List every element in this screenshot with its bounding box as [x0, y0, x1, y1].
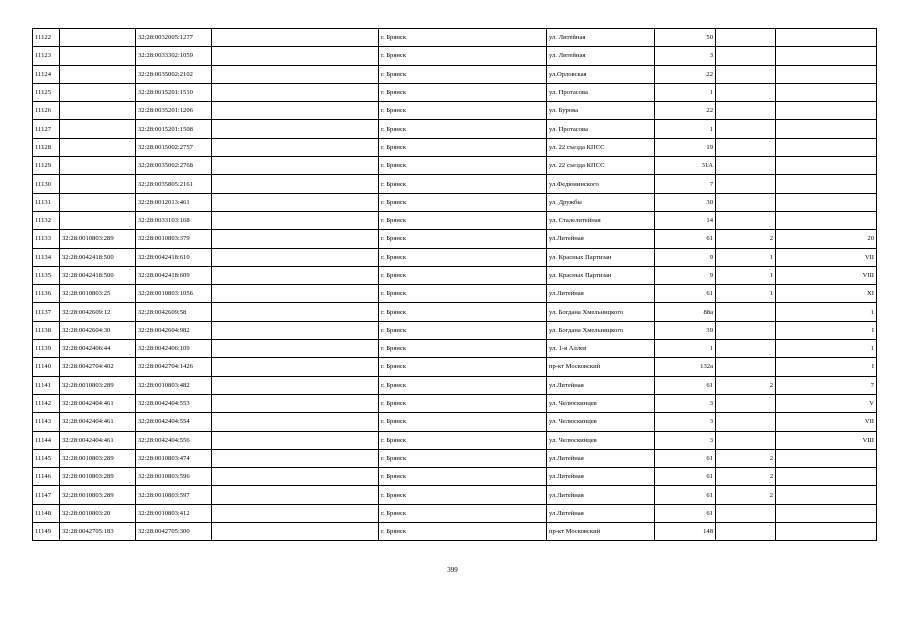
row-number-cell: 11142	[33, 394, 60, 412]
cadastral-number-cell: 32:28:0015201:1508	[136, 120, 212, 138]
part-cell	[716, 65, 776, 83]
room-cell	[776, 211, 877, 229]
old-cadastral-cell: 32:28:0042406:44	[60, 340, 136, 358]
cadastral-number-cell: 32:28:0033103:168	[136, 211, 212, 229]
part-cell	[716, 431, 776, 449]
cadastral-number-cell: 32:28:0042704:1426	[136, 358, 212, 376]
street-cell: ул. Челюскинцев	[547, 394, 655, 412]
row-number-cell: 11140	[33, 358, 60, 376]
row-number-cell: 11141	[33, 376, 60, 394]
old-cadastral-cell	[60, 138, 136, 156]
table-row	[33, 230, 877, 248]
blank-cell	[212, 83, 379, 101]
table-row	[33, 486, 877, 504]
city-cell: г. Брянск	[379, 431, 547, 449]
table-row	[33, 65, 877, 83]
street-cell: ул.Литейная	[547, 230, 655, 248]
city-cell: г. Брянск	[379, 120, 547, 138]
part-cell	[716, 138, 776, 156]
house-number-cell: 9	[655, 266, 716, 284]
city-cell: г. Брянск	[379, 138, 547, 156]
blank-cell	[212, 321, 379, 339]
part-cell	[716, 303, 776, 321]
old-cadastral-cell: 32:28:0010803:25	[60, 285, 136, 303]
cadastral-number-cell: 32:28:0035201:1206	[136, 102, 212, 120]
row-number-cell: 11130	[33, 175, 60, 193]
house-number-cell: 30	[655, 193, 716, 211]
old-cadastral-cell: 32:28:0010803:20	[60, 504, 136, 522]
part-cell: 2	[716, 449, 776, 467]
cadastral-number-cell: 32:28:0042418:609	[136, 266, 212, 284]
row-number-cell: 11147	[33, 486, 60, 504]
part-cell	[716, 321, 776, 339]
street-cell: ул. 22 съезда КПСС	[547, 138, 655, 156]
city-cell: г. Брянск	[379, 394, 547, 412]
row-number-cell: 11132	[33, 211, 60, 229]
part-cell	[716, 413, 776, 431]
part-cell: 2	[716, 468, 776, 486]
street-cell: ул. Литейная	[547, 47, 655, 65]
room-cell	[776, 468, 877, 486]
row-number-cell: 11136	[33, 285, 60, 303]
blank-cell	[212, 29, 379, 47]
cadastral-number-cell: 32:28:0035805:2161	[136, 175, 212, 193]
row-number-cell: 11131	[33, 193, 60, 211]
room-cell	[776, 83, 877, 101]
street-cell: ул. Челюскинцев	[547, 413, 655, 431]
street-cell: ул.Литейная	[547, 285, 655, 303]
cadastral-number-cell: 32:28:0042404:553	[136, 394, 212, 412]
table-row	[33, 193, 877, 211]
city-cell: г. Брянск	[379, 321, 547, 339]
room-cell: 1	[776, 303, 877, 321]
room-cell	[776, 157, 877, 175]
city-cell: г. Брянск	[379, 303, 547, 321]
city-cell: г. Брянск	[379, 193, 547, 211]
room-cell	[776, 29, 877, 47]
street-cell: ул.Орловская	[547, 65, 655, 83]
blank-cell	[212, 394, 379, 412]
table-row	[33, 468, 877, 486]
street-cell: ул. Протасова	[547, 83, 655, 101]
street-cell: ул. Дружбы	[547, 193, 655, 211]
cadastral-number-cell: 32:28:0010803:482	[136, 376, 212, 394]
old-cadastral-cell: 32:28:0010803:289	[60, 486, 136, 504]
blank-cell	[212, 248, 379, 266]
street-cell: ул.Литейная	[547, 376, 655, 394]
house-number-cell: 61	[655, 504, 716, 522]
table-row	[33, 138, 877, 156]
part-cell: 2	[716, 376, 776, 394]
room-cell	[776, 486, 877, 504]
room-cell: XI	[776, 285, 877, 303]
row-number-cell: 11128	[33, 138, 60, 156]
city-cell: г. Брянск	[379, 47, 547, 65]
table-row	[33, 358, 877, 376]
room-cell: 7	[776, 376, 877, 394]
part-cell: 2	[716, 486, 776, 504]
row-number-cell: 11135	[33, 266, 60, 284]
blank-cell	[212, 486, 379, 504]
blank-cell	[212, 65, 379, 83]
blank-cell	[212, 211, 379, 229]
table-row	[33, 376, 877, 394]
part-cell: 1	[716, 248, 776, 266]
city-cell: г. Брянск	[379, 230, 547, 248]
cadastral-number-cell: 32:28:0010803:412	[136, 504, 212, 522]
old-cadastral-cell	[60, 175, 136, 193]
room-cell	[776, 449, 877, 467]
table-row	[33, 449, 877, 467]
old-cadastral-cell: 32:28:0042705:183	[60, 523, 136, 541]
house-number-cell: 1	[655, 340, 716, 358]
street-cell: ул. Красных Партизан	[547, 266, 655, 284]
old-cadastral-cell: 32:28:0010803:289	[60, 230, 136, 248]
row-number-cell: 11127	[33, 120, 60, 138]
table-row	[33, 175, 877, 193]
room-cell	[776, 120, 877, 138]
row-number-cell: 11149	[33, 523, 60, 541]
house-number-cell: 1	[655, 120, 716, 138]
table-row	[33, 211, 877, 229]
house-number-cell: 19	[655, 138, 716, 156]
blank-cell	[212, 340, 379, 358]
house-number-cell: 1	[655, 83, 716, 101]
table-row	[33, 394, 877, 412]
street-cell: ул. Богдана Хмельницкого	[547, 303, 655, 321]
cadastral-number-cell: 32:28:0032005:1277	[136, 29, 212, 47]
house-number-cell: 132а	[655, 358, 716, 376]
city-cell: г. Брянск	[379, 340, 547, 358]
old-cadastral-cell	[60, 102, 136, 120]
room-cell	[776, 175, 877, 193]
house-number-cell: 22	[655, 102, 716, 120]
row-number-cell: 11148	[33, 504, 60, 522]
row-number-cell: 11124	[33, 65, 60, 83]
street-cell: ул. Протасова	[547, 120, 655, 138]
cadastral-number-cell: 32:28:0010803:379	[136, 230, 212, 248]
table-body	[33, 29, 877, 541]
house-number-cell: 61	[655, 376, 716, 394]
street-cell: ул. Богдана Хмельницкого	[547, 321, 655, 339]
room-cell: I	[776, 358, 877, 376]
row-number-cell: 11146	[33, 468, 60, 486]
room-cell: VII	[776, 248, 877, 266]
room-cell: 1	[776, 340, 877, 358]
row-number-cell: 11137	[33, 303, 60, 321]
house-number-cell: 3	[655, 47, 716, 65]
blank-cell	[212, 504, 379, 522]
table-row	[33, 523, 877, 541]
old-cadastral-cell: 32:28:0042404:461	[60, 413, 136, 431]
cadastral-number-cell: 32:28:0010803:597	[136, 486, 212, 504]
street-cell: ул. Челюскинцев	[547, 431, 655, 449]
house-number-cell: 7	[655, 175, 716, 193]
cadastral-number-cell: 32:28:0035002:2768	[136, 157, 212, 175]
room-cell	[776, 504, 877, 522]
old-cadastral-cell	[60, 120, 136, 138]
part-cell: 1	[716, 266, 776, 284]
cadastral-number-cell: 32:28:0015201:1510	[136, 83, 212, 101]
street-cell: ул. Литейная	[547, 29, 655, 47]
house-number-cell: 14	[655, 211, 716, 229]
row-number-cell: 11143	[33, 413, 60, 431]
house-number-cell: 50	[655, 29, 716, 47]
house-number-cell: 61	[655, 285, 716, 303]
house-number-cell: 61	[655, 449, 716, 467]
house-number-cell: 148	[655, 523, 716, 541]
part-cell	[716, 358, 776, 376]
house-number-cell: 61	[655, 468, 716, 486]
cadastral-number-cell: 32:28:0035002:2102	[136, 65, 212, 83]
house-number-cell: 3	[655, 394, 716, 412]
blank-cell	[212, 266, 379, 284]
row-number-cell: 11144	[33, 431, 60, 449]
room-cell	[776, 193, 877, 211]
street-cell: ул.Литейная	[547, 449, 655, 467]
street-cell: ул. Бурова	[547, 102, 655, 120]
old-cadastral-cell: 32:28:0010803:289	[60, 449, 136, 467]
cadastral-number-cell: 32:28:0042418:610	[136, 248, 212, 266]
city-cell: г. Брянск	[379, 266, 547, 284]
blank-cell	[212, 120, 379, 138]
registry-table	[32, 28, 877, 541]
blank-cell	[212, 157, 379, 175]
room-cell	[776, 523, 877, 541]
blank-cell	[212, 468, 379, 486]
old-cadastral-cell: 32:28:0042418:500	[60, 266, 136, 284]
city-cell: г. Брянск	[379, 358, 547, 376]
table-row	[33, 340, 877, 358]
row-number-cell: 11123	[33, 47, 60, 65]
table-row	[33, 303, 877, 321]
city-cell: г. Брянск	[379, 211, 547, 229]
row-number-cell: 11126	[33, 102, 60, 120]
part-cell	[716, 120, 776, 138]
street-cell: ул. Сталелитейная	[547, 211, 655, 229]
old-cadastral-cell: 32:28:0010803:289	[60, 376, 136, 394]
cadastral-number-cell: 32:28:0015002:2757	[136, 138, 212, 156]
street-cell: ул.Литейная	[547, 468, 655, 486]
blank-cell	[212, 175, 379, 193]
cadastral-number-cell: 32:28:0010803:596	[136, 468, 212, 486]
row-number-cell: 11122	[33, 29, 60, 47]
city-cell: г. Брянск	[379, 175, 547, 193]
house-number-cell: 61	[655, 230, 716, 248]
blank-cell	[212, 303, 379, 321]
blank-cell	[212, 47, 379, 65]
city-cell: г. Брянск	[379, 376, 547, 394]
old-cadastral-cell: 32:28:0010803:289	[60, 468, 136, 486]
part-cell	[716, 211, 776, 229]
old-cadastral-cell	[60, 83, 136, 101]
table-row	[33, 248, 877, 266]
room-cell: 20	[776, 230, 877, 248]
old-cadastral-cell	[60, 29, 136, 47]
old-cadastral-cell: 32:28:0042704:402	[60, 358, 136, 376]
street-cell: ул. 22 съезда КПСС	[547, 157, 655, 175]
house-number-cell: 3	[655, 413, 716, 431]
street-cell: ул.Литейная	[547, 504, 655, 522]
room-cell: VIII	[776, 431, 877, 449]
cadastral-number-cell: 32:28:0012013:461	[136, 193, 212, 211]
street-cell: ул. Красных Партизан	[547, 248, 655, 266]
old-cadastral-cell	[60, 211, 136, 229]
blank-cell	[212, 138, 379, 156]
city-cell: г. Брянск	[379, 285, 547, 303]
part-cell	[716, 157, 776, 175]
old-cadastral-cell: 32:28:0042404:461	[60, 431, 136, 449]
house-number-cell: 39	[655, 321, 716, 339]
city-cell: г. Брянск	[379, 157, 547, 175]
table-row	[33, 83, 877, 101]
part-cell: 2	[716, 230, 776, 248]
part-cell	[716, 83, 776, 101]
part-cell	[716, 340, 776, 358]
room-cell: VIII	[776, 266, 877, 284]
table-row	[33, 29, 877, 47]
part-cell	[716, 29, 776, 47]
room-cell	[776, 47, 877, 65]
old-cadastral-cell	[60, 157, 136, 175]
table-row	[33, 504, 877, 522]
blank-cell	[212, 449, 379, 467]
table-row	[33, 321, 877, 339]
blank-cell	[212, 413, 379, 431]
part-cell	[716, 102, 776, 120]
city-cell: г. Брянск	[379, 486, 547, 504]
part-cell	[716, 523, 776, 541]
part-cell	[716, 504, 776, 522]
part-cell	[716, 175, 776, 193]
cadastral-number-cell: 32:28:0010803:1056	[136, 285, 212, 303]
cadastral-number-cell: 32:28:0042406:109	[136, 340, 212, 358]
page-number: 399	[447, 566, 458, 574]
city-cell: г. Брянск	[379, 523, 547, 541]
row-number-cell: 11129	[33, 157, 60, 175]
old-cadastral-cell: 32:28:0042604:30	[60, 321, 136, 339]
old-cadastral-cell	[60, 193, 136, 211]
table-row	[33, 266, 877, 284]
room-cell	[776, 102, 877, 120]
part-cell	[716, 193, 776, 211]
street-cell: пр-кт Московский	[547, 523, 655, 541]
blank-cell	[212, 431, 379, 449]
row-number-cell: 11138	[33, 321, 60, 339]
house-number-cell: 3	[655, 431, 716, 449]
table-row	[33, 102, 877, 120]
house-number-cell: 9	[655, 248, 716, 266]
row-number-cell: 11133	[33, 230, 60, 248]
city-cell: г. Брянск	[379, 83, 547, 101]
room-cell: V	[776, 394, 877, 412]
blank-cell	[212, 376, 379, 394]
house-number-cell: 22	[655, 65, 716, 83]
old-cadastral-cell	[60, 47, 136, 65]
blank-cell	[212, 230, 379, 248]
old-cadastral-cell: 32:28:0042404:461	[60, 394, 136, 412]
city-cell: г. Брянск	[379, 248, 547, 266]
table-row	[33, 431, 877, 449]
room-cell	[776, 138, 877, 156]
house-number-cell: 61	[655, 486, 716, 504]
part-cell	[716, 394, 776, 412]
cadastral-number-cell: 32:28:0042404:554	[136, 413, 212, 431]
cadastral-number-cell: 32:28:0042705:300	[136, 523, 212, 541]
house-number-cell: 88а	[655, 303, 716, 321]
table-row	[33, 120, 877, 138]
city-cell: г. Брянск	[379, 449, 547, 467]
city-cell: г. Брянск	[379, 29, 547, 47]
city-cell: г. Брянск	[379, 468, 547, 486]
house-number-cell: 31А	[655, 157, 716, 175]
city-cell: г. Брянск	[379, 65, 547, 83]
row-number-cell: 11125	[33, 83, 60, 101]
street-cell: ул. 1-я Аллея	[547, 340, 655, 358]
cadastral-number-cell: 32:28:0042609:58	[136, 303, 212, 321]
blank-cell	[212, 102, 379, 120]
street-cell: ул.Федюнинского	[547, 175, 655, 193]
blank-cell	[212, 358, 379, 376]
room-cell: I	[776, 321, 877, 339]
cadastral-number-cell: 32:28:0010803:474	[136, 449, 212, 467]
city-cell: г. Брянск	[379, 413, 547, 431]
row-number-cell: 11145	[33, 449, 60, 467]
cadastral-number-cell: 32:28:0042604:982	[136, 321, 212, 339]
part-cell	[716, 47, 776, 65]
street-cell: ул.Литейная	[547, 486, 655, 504]
old-cadastral-cell: 32:28:0042609:12	[60, 303, 136, 321]
old-cadastral-cell	[60, 65, 136, 83]
cadastral-number-cell: 32:28:0042404:556	[136, 431, 212, 449]
blank-cell	[212, 523, 379, 541]
table-row	[33, 285, 877, 303]
old-cadastral-cell: 32:28:0042418:500	[60, 248, 136, 266]
table-row	[33, 413, 877, 431]
blank-cell	[212, 285, 379, 303]
table-row	[33, 157, 877, 175]
row-number-cell: 11139	[33, 340, 60, 358]
city-cell: г. Брянск	[379, 504, 547, 522]
city-cell: г. Брянск	[379, 102, 547, 120]
part-cell: 1	[716, 285, 776, 303]
table-row	[33, 47, 877, 65]
street-cell: пр-кт Московский	[547, 358, 655, 376]
blank-cell	[212, 193, 379, 211]
room-cell	[776, 65, 877, 83]
cadastral-number-cell: 32:28:0033302:1059	[136, 47, 212, 65]
room-cell: VII	[776, 413, 877, 431]
row-number-cell: 11134	[33, 248, 60, 266]
